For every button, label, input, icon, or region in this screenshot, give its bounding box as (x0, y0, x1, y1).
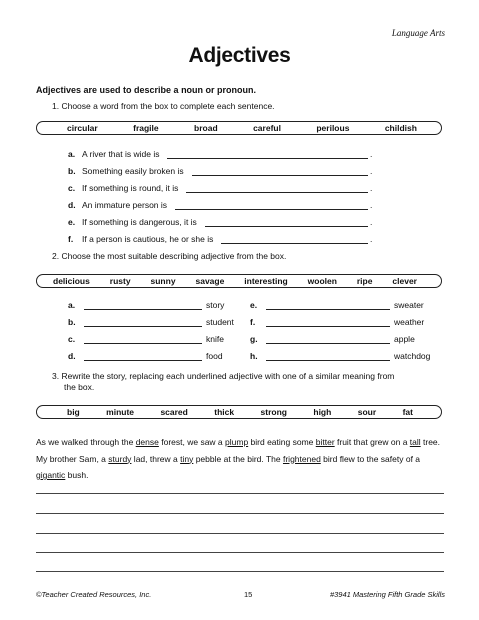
period: . (370, 166, 373, 176)
item-letter: b. (68, 166, 76, 176)
footer-book-title: #3941 Mastering Fifth Grade Skills (329, 590, 445, 599)
item-letter: g. (250, 334, 258, 344)
item-letter: d. (68, 351, 76, 361)
answer-blank[interactable] (266, 299, 390, 310)
q3-instruction-line2: the box. (64, 382, 95, 392)
footer-copyright: ©Teacher Created Resources, Inc. (36, 590, 152, 599)
story-paragraph (36, 434, 442, 484)
sentence-text: If something is round, it is (82, 183, 179, 193)
answer-blank[interactable] (192, 165, 368, 176)
q3-box-word: minute (106, 407, 135, 417)
q2-item (68, 315, 234, 327)
noun-text: apple (394, 334, 415, 344)
answer-blank[interactable] (266, 333, 390, 344)
underlined-adjective: sturdy (108, 453, 132, 464)
item-letter: f. (68, 234, 74, 244)
sentence-text: If a person is cautious, he or she is (82, 234, 214, 244)
answer-blank[interactable] (205, 216, 368, 227)
period: . (370, 149, 373, 159)
q2-box-word: clever (392, 276, 417, 286)
q3-word-box (36, 405, 442, 419)
q2-word-box (36, 274, 442, 288)
q1-box-word: fragile (133, 123, 159, 133)
answer-blank[interactable] (186, 182, 368, 193)
writing-line[interactable] (36, 552, 444, 553)
answer-blank[interactable] (167, 148, 368, 159)
story-text: As we walked through the (36, 437, 136, 447)
sentence-text: An immature person is (82, 200, 168, 210)
page-title: Adjectives (188, 44, 291, 67)
noun-text: watchdog (394, 351, 431, 361)
q3-box-word: thick (214, 407, 235, 417)
q2-item (250, 315, 424, 327)
noun-text: sweater (394, 300, 424, 310)
underlined-adjective: tiny (180, 453, 194, 464)
q3-box-word: strong (260, 407, 287, 417)
q1-box-word: childish (384, 123, 417, 133)
q2-box-word: interesting (244, 276, 288, 286)
writing-line[interactable] (36, 513, 444, 514)
q3-box-word: big (67, 407, 80, 417)
writing-line[interactable] (36, 533, 444, 534)
q2-box-word: rusty (109, 276, 131, 286)
item-letter: d. (68, 200, 76, 210)
q1-sentence (68, 147, 372, 159)
sentence-text: If something is dangerous, it is (82, 217, 197, 227)
item-letter: c. (68, 334, 76, 344)
underlined-adjective: dense (135, 437, 159, 447)
q1-sentence (68, 198, 372, 210)
answer-blank[interactable] (84, 316, 202, 327)
q1-instruction: 1. Choose a word from the box to complete each sentence. (52, 101, 275, 111)
item-letter: e. (250, 300, 258, 310)
q3-box-word: high (313, 407, 332, 417)
q2-box-word: savage (195, 276, 225, 286)
q2-box-word: delicious (53, 276, 90, 286)
answer-blank[interactable] (84, 350, 202, 361)
q1-word-box (36, 121, 442, 135)
intro-text: Adjectives are used to describe a noun or pronoun. (36, 85, 257, 95)
period: . (370, 200, 373, 210)
q2-box-word: sunny (150, 276, 176, 286)
answer-blank[interactable] (84, 299, 202, 310)
underlined-adjective: bitter (315, 437, 335, 447)
noun-text: weather (394, 317, 425, 327)
q2-box-word: woolen (307, 276, 337, 286)
answer-blank[interactable] (266, 350, 390, 361)
q2-box-word: ripe (356, 276, 373, 286)
q1-box-word: broad (194, 123, 218, 133)
story-text: bird eating some (248, 437, 316, 447)
period: . (370, 217, 373, 227)
underlined-adjective: frightened (282, 453, 321, 464)
q2-item (250, 298, 424, 310)
q3-box-word: sour (357, 407, 377, 417)
answer-blank[interactable] (266, 316, 390, 327)
story-text: forest, we saw a (158, 437, 226, 447)
noun-text: student (206, 317, 234, 327)
subject-label: Language Arts (391, 28, 445, 38)
answer-blank[interactable] (84, 333, 202, 344)
item-letter: e. (68, 217, 76, 227)
q3-instruction (52, 371, 442, 393)
q2-item (250, 332, 415, 344)
q2-item (68, 349, 223, 361)
q2-item (250, 349, 430, 361)
noun-text: knife (206, 334, 224, 344)
q1-sentence (68, 215, 372, 227)
q1-box-word: perilous (316, 123, 350, 133)
sentence-text: Something easily broken is (82, 166, 184, 176)
period: . (370, 183, 373, 193)
q1-sentence (68, 181, 372, 193)
q1-box-word: circular (67, 123, 98, 133)
q2-item (68, 332, 224, 344)
noun-text: food (206, 351, 223, 361)
story-text: fruit that grew on a (334, 437, 410, 447)
story-text: lad, threw a (131, 453, 181, 464)
answer-blank[interactable] (221, 233, 368, 244)
period: . (370, 234, 373, 244)
item-letter: c. (68, 183, 76, 193)
story-text: tree. My brother Sam, a (36, 437, 441, 464)
story-text: pebble at the bird. The (193, 453, 283, 464)
q2-item (68, 298, 224, 310)
q1-sentence (68, 232, 372, 244)
q3-instruction-line1: 3. Rewrite the story, replacing each underlined adjective with one of a similar meaning from (52, 371, 395, 381)
q3-box-word: scared (160, 407, 188, 417)
noun-text: story (206, 300, 225, 310)
sentence-text: A river that is wide is (82, 149, 160, 159)
underlined-adjective: gigantic (36, 470, 66, 480)
underlined-adjective: plump (225, 437, 249, 447)
item-letter: a. (68, 300, 76, 310)
writing-line[interactable] (36, 493, 444, 494)
page-number: 15 (244, 590, 253, 599)
answer-blank[interactable] (175, 199, 368, 210)
underlined-adjective: tall (409, 437, 421, 447)
story-text: bush. (65, 470, 89, 480)
q2-instruction: 2. Choose the most suitable describing adjective from the box. (52, 251, 287, 261)
writing-line[interactable] (36, 571, 444, 572)
item-letter: f. (250, 317, 256, 327)
story-text: bird flew to the safety of a (320, 453, 421, 464)
item-letter: b. (68, 317, 76, 327)
item-letter: h. (250, 351, 258, 361)
q1-box-word: careful (253, 123, 281, 133)
q3-box-word: fat (402, 407, 413, 417)
item-letter: a. (68, 149, 76, 159)
q1-sentence (68, 164, 372, 176)
